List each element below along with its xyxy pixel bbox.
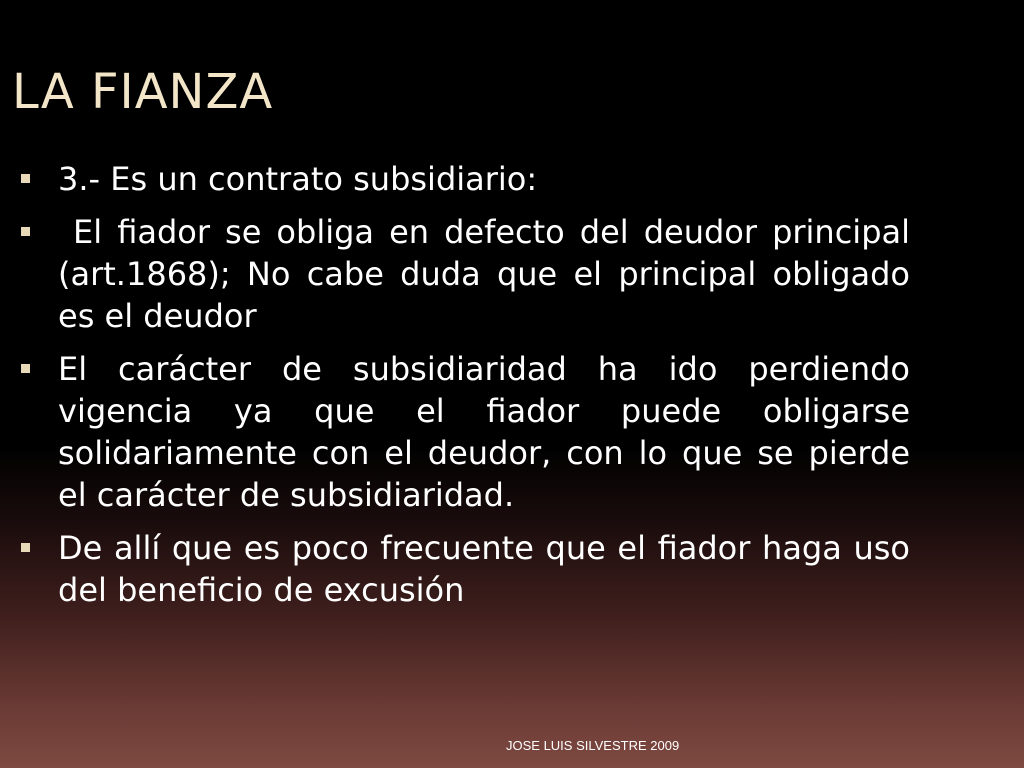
square-bullet-icon (21, 174, 30, 183)
bullet-text: De allí que es poco frecuente que el fiador haga uso del beneficio de excusión (58, 529, 910, 609)
square-bullet-icon (21, 364, 30, 373)
bullet-item (58, 211, 921, 337)
bullet-item (58, 527, 910, 611)
bullet-list (0, 158, 1024, 622)
slide-title: LA FIANZA (12, 64, 274, 120)
bullet-text: El fiador se obliga en defecto del deudor principal (art.1868); No cabe duda que el principal obligado es el deudor (58, 213, 921, 335)
bullet-text: 3.- Es un contrato subsidiario: (58, 160, 538, 198)
bullet-item (58, 348, 910, 516)
bullet-text: El carácter de subsidiaridad ha ido perdiendo vigencia ya que el fiador puede obligarse solidariamente con el deudor, con lo que se pierde el carácter de subsidiaridad. (58, 350, 910, 514)
square-bullet-icon (21, 543, 30, 552)
footer-author: JOSE LUIS SILVESTRE 2009 (506, 738, 680, 753)
square-bullet-icon (21, 227, 30, 236)
bullet-item (58, 158, 910, 200)
